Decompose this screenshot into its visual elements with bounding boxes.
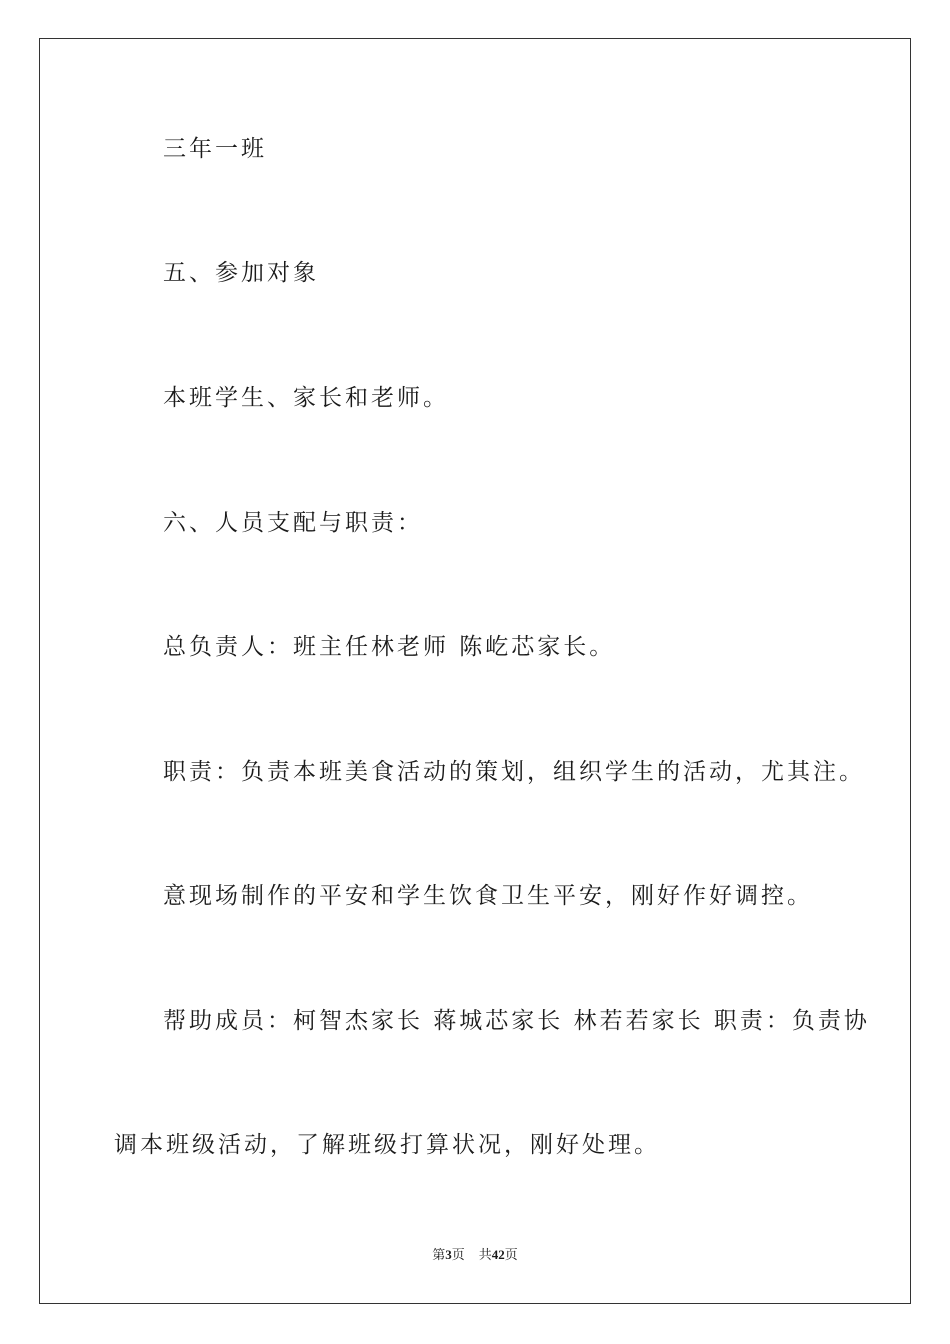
paragraph-duties: 职责：负责本班美食活动的策划，组织学生的活动，尤其注。: [163, 759, 865, 785]
paragraph-participants: 本班学生、家长和老师。: [163, 385, 449, 411]
paragraph-helpers-continued: 调本班级活动，了解班级打算状况，刚好处理。: [114, 1132, 660, 1158]
footer-page-number: 3: [445, 1247, 452, 1262]
footer-total-pages: 42: [491, 1247, 505, 1262]
footer-total-suffix: 页: [504, 1247, 518, 1262]
paragraph-chief-responsible: 总负责人：班主任林老师 陈屹芯家长。: [163, 634, 616, 660]
section-heading-participants: 五、参加对象: [163, 260, 319, 286]
paragraph-helpers: 帮助成员：柯智杰家长 蒋城芯家长 林若若家长 职责：负责协: [163, 1008, 870, 1034]
page-footer: [0, 1246, 950, 1264]
footer-total-prefix: 共: [478, 1247, 492, 1262]
page-frame: [39, 38, 911, 1304]
section-heading-staffing: 六、人员支配与职责：: [163, 510, 423, 536]
footer-page-prefix: 第: [432, 1247, 446, 1262]
paragraph-class-name: 三年一班: [163, 136, 267, 162]
paragraph-duties-continued: 意现场制作的平安和学生饮食卫生平安，刚好作好调控。: [163, 883, 813, 909]
footer-page-suffix: 页: [451, 1247, 465, 1262]
